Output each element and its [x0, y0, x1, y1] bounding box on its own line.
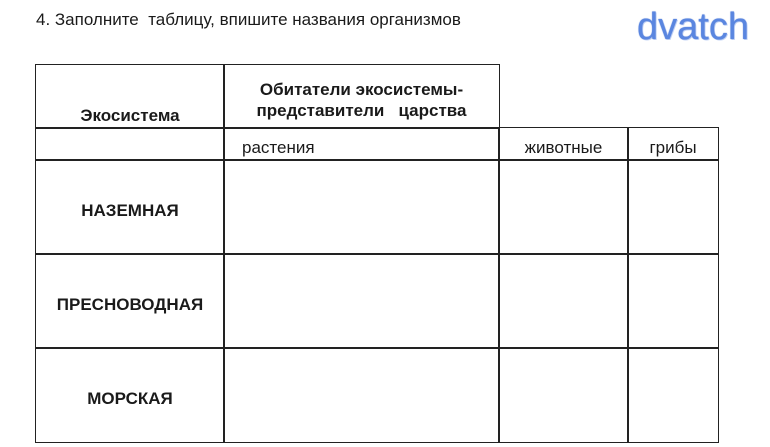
- row-terrestrial-fungi-cell[interactable]: [627, 159, 719, 255]
- row-marine-fungi-cell[interactable]: [627, 347, 719, 443]
- row-terrestrial-label: НАЗЕМНАЯ: [81, 201, 179, 220]
- kingdom-fungi-label: грибы: [649, 138, 697, 157]
- task-title: 4. Заполните таблицу, впишите названия организмов: [36, 10, 461, 29]
- row-marine-animals-cell[interactable]: [498, 347, 629, 443]
- row-freshwater-label: ПРЕСНОВОДНАЯ: [56, 295, 204, 314]
- header-inhabitants-line2: представители царства: [256, 101, 467, 120]
- row-terrestrial-plants-cell[interactable]: [223, 159, 500, 255]
- header-ecosystem-label: Экосистема: [80, 106, 180, 125]
- row-marine-label: МОРСКАЯ: [87, 389, 173, 408]
- row-terrestrial-animals-cell[interactable]: [498, 159, 629, 255]
- row-marine-plants-cell[interactable]: [223, 347, 500, 443]
- row-freshwater-plants-cell[interactable]: [223, 253, 500, 349]
- header-inhabitants-line1: Обитатели экосистемы-: [259, 80, 464, 99]
- watermark-logo: dvatch: [637, 6, 749, 48]
- row-freshwater-fungi-cell[interactable]: [627, 253, 719, 349]
- row-freshwater-animals-cell[interactable]: [498, 253, 629, 349]
- subheader-empty-cell: [35, 127, 225, 161]
- kingdom-animals-label: животные: [524, 138, 603, 157]
- kingdom-plants-label: растения: [242, 138, 315, 157]
